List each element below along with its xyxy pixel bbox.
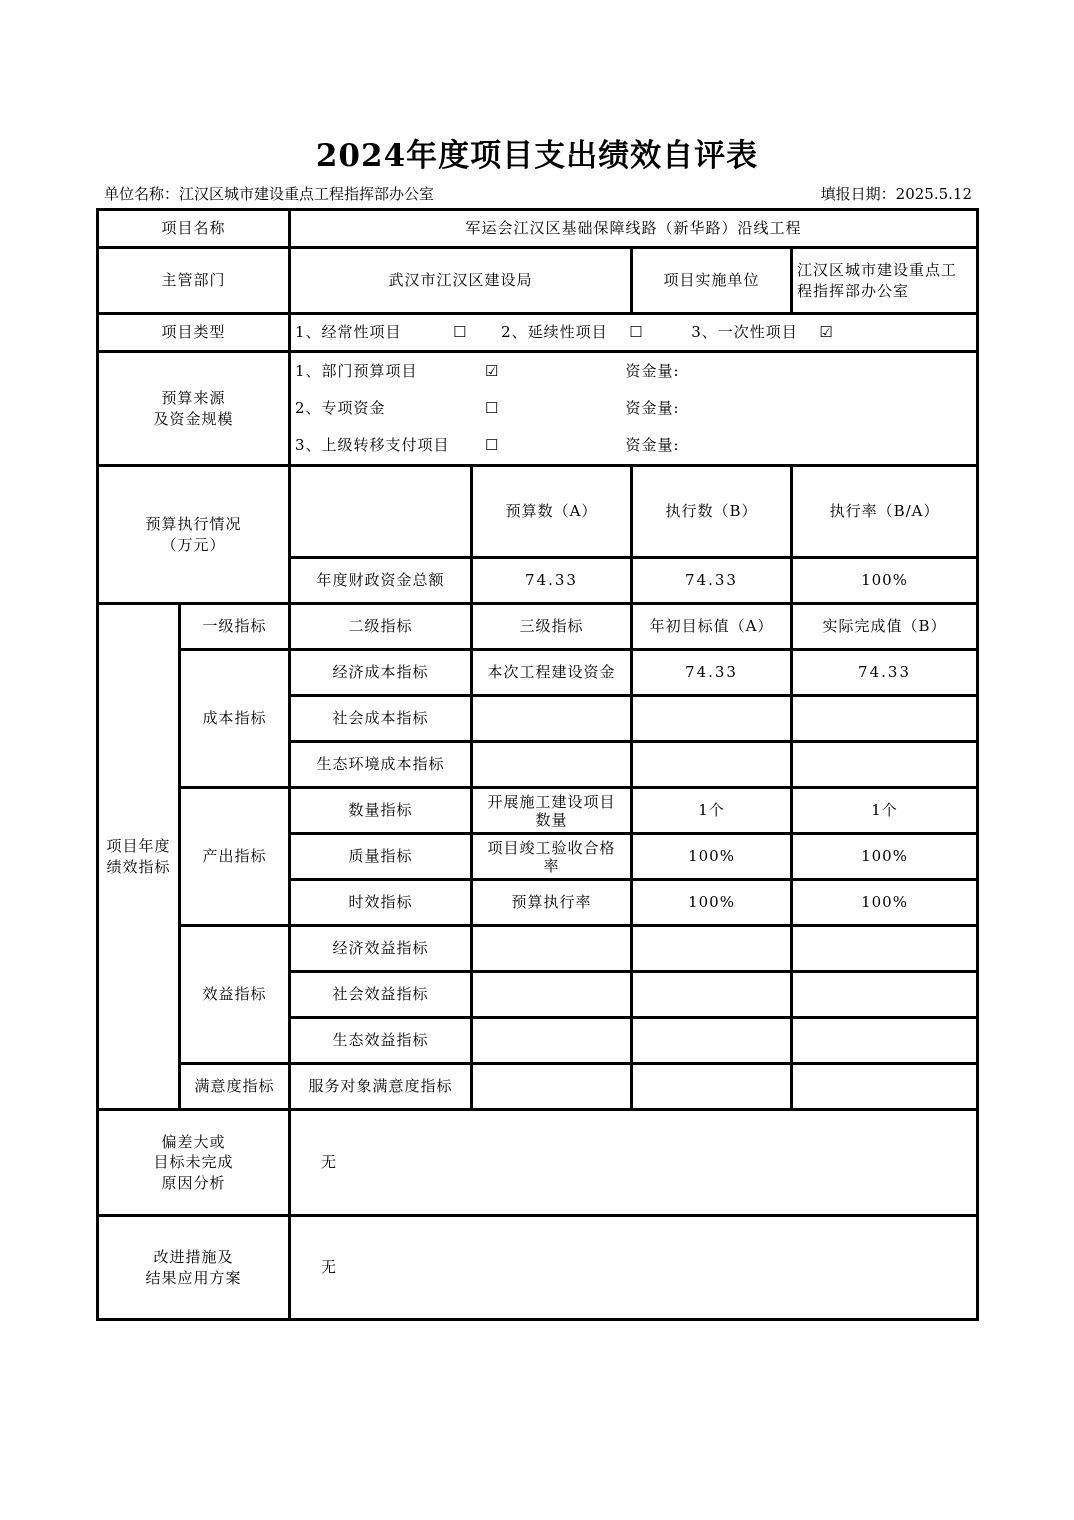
budget-source-label-line2: 及资金规模 <box>153 409 234 428</box>
execution-label <box>98 466 290 604</box>
header-level2: 二级指标 <box>290 604 472 650</box>
cost-actual <box>792 696 978 742</box>
benefit-l3 <box>472 926 632 972</box>
improvement-label-line1: 改进措施及 <box>153 1248 234 1267</box>
benefit-target <box>632 926 792 972</box>
output-l3-line1: 项目竣工验收合格 <box>487 838 616 857</box>
cost-actual: 74.33 <box>792 650 978 696</box>
header-level3: 三级指标 <box>472 604 632 650</box>
improvement-value: 无 <box>290 1216 978 1320</box>
benefit-l2: 生态效益指标 <box>290 1018 472 1064</box>
benefit-actual <box>792 926 978 972</box>
deviation-value: 无 <box>290 1110 978 1216</box>
budget-source-label-line1: 预算来源 <box>161 389 226 408</box>
executed-b-value: 74.33 <box>632 558 792 604</box>
amount-label: 资金量: <box>625 436 680 454</box>
budget-item-name: 1、部门预算项目 <box>295 362 418 380</box>
header-level1: 一级指标 <box>180 604 290 650</box>
output-l3-line2: 率 <box>543 856 560 875</box>
benefit-target <box>632 1018 792 1064</box>
output-actual: 100% <box>792 834 978 880</box>
budget-source-item <box>295 427 972 464</box>
fill-date: 填报日期：2025.5.12 <box>820 185 972 203</box>
benefit-l2: 经济效益指标 <box>290 926 472 972</box>
annual-fund-total-label: 年度财政资金总额 <box>290 558 472 604</box>
dept-label: 主管部门 <box>98 248 290 314</box>
type-option-1: 1、经常性项目 <box>295 323 402 342</box>
annual-indicators-line2: 绩效指标 <box>106 857 171 876</box>
output-l3 <box>472 788 632 834</box>
output-indicator-label: 产出指标 <box>180 788 290 926</box>
impl-unit-value <box>792 248 978 314</box>
cost-target <box>632 742 792 788</box>
page-title: 2024年度项目支出绩效自评表 <box>315 138 759 174</box>
output-l2: 时效指标 <box>290 880 472 926</box>
improvement-label <box>98 1216 290 1320</box>
output-l3 <box>472 834 632 880</box>
cost-target: 74.33 <box>632 650 792 696</box>
project-type-options <box>290 314 978 352</box>
cost-actual <box>792 742 978 788</box>
amount-label: 资金量: <box>625 399 680 417</box>
output-l3: 预算执行率 <box>472 880 632 926</box>
col-execution-rate: 执行率（B/A） <box>792 466 978 558</box>
project-name-value: 军运会江汉区基础保障线路（新华路）沿线工程 <box>290 210 978 248</box>
budget-source-item <box>295 390 972 427</box>
type-option-1-checkbox[interactable]: ☐ <box>453 323 468 342</box>
cost-l2: 社会成本指标 <box>290 696 472 742</box>
type-option-3: 3、一次性项目 <box>691 323 798 342</box>
type-option-3-checkbox[interactable]: ☑ <box>819 323 834 342</box>
header-target: 年初目标值（A） <box>632 604 792 650</box>
satisfaction-actual <box>792 1064 978 1110</box>
impl-unit-value-line1: 江汉区城市建设重点工 <box>797 261 958 280</box>
deviation-label <box>98 1110 290 1216</box>
col-executed-b: 执行数（B） <box>632 466 792 558</box>
budget-item-checkbox[interactable]: ☐ <box>485 436 500 454</box>
benefit-indicator-label: 效益指标 <box>180 926 290 1064</box>
execution-blank-header <box>290 466 472 558</box>
satisfaction-target <box>632 1064 792 1110</box>
dept-value: 武汉市江汉区建设局 <box>290 248 632 314</box>
output-target: 100% <box>632 834 792 880</box>
cost-target <box>632 696 792 742</box>
satisfaction-indicator-label: 满意度指标 <box>180 1064 290 1110</box>
output-l2: 质量指标 <box>290 834 472 880</box>
type-option-2-checkbox[interactable]: ☐ <box>629 323 644 342</box>
output-target: 100% <box>632 880 792 926</box>
project-name-label: 项目名称 <box>98 210 290 248</box>
cost-l3 <box>472 696 632 742</box>
budget-item-name: 3、上级转移支付项目 <box>295 436 450 454</box>
col-budget-a: 预算数（A） <box>472 466 632 558</box>
execution-label-line1: 预算执行情况 <box>145 515 242 534</box>
execution-label-line2: （万元） <box>161 535 226 554</box>
deviation-label-line3: 原因分析 <box>161 1173 226 1192</box>
improvement-label-line2: 结果应用方案 <box>145 1268 242 1287</box>
type-option-2: 2、延续性项目 <box>501 323 608 342</box>
benefit-l3 <box>472 1018 632 1064</box>
budget-item-name: 2、专项资金 <box>295 399 386 417</box>
satisfaction-l2: 服务对象满意度指标 <box>290 1064 472 1110</box>
cost-l2: 经济成本指标 <box>290 650 472 696</box>
annual-indicators-line1: 项目年度 <box>106 837 171 856</box>
cost-l3: 本次工程建设资金 <box>472 650 632 696</box>
amount-label: 资金量: <box>625 362 680 380</box>
output-l3-line2: 数量 <box>535 810 568 829</box>
benefit-target <box>632 972 792 1018</box>
header-actual: 实际完成值（B） <box>792 604 978 650</box>
budget-source-item <box>295 353 972 390</box>
unit-name: 单位名称：江汉区城市建设重点工程指挥部办公室 <box>104 185 435 203</box>
deviation-label-line1: 偏差大或 <box>161 1133 226 1152</box>
evaluation-table <box>96 208 979 1321</box>
impl-unit-value-line2: 程指挥部办公室 <box>797 281 910 300</box>
budget-source-label <box>98 352 290 466</box>
benefit-actual <box>792 972 978 1018</box>
annual-indicators-label <box>98 604 180 1110</box>
cost-l3 <box>472 742 632 788</box>
satisfaction-l3 <box>472 1064 632 1110</box>
output-l2: 数量指标 <box>290 788 472 834</box>
benefit-actual <box>792 1018 978 1064</box>
output-actual: 1个 <box>792 788 978 834</box>
execution-rate-value: 100% <box>792 558 978 604</box>
output-l3-line1: 开展施工建设项目 <box>487 792 616 811</box>
deviation-label-line2: 目标未完成 <box>153 1153 234 1172</box>
budget-item-checkbox[interactable]: ☐ <box>485 399 500 417</box>
output-target: 1个 <box>632 788 792 834</box>
budget-a-value: 74.33 <box>472 558 632 604</box>
output-actual: 100% <box>792 880 978 926</box>
impl-unit-label: 项目实施单位 <box>632 248 792 314</box>
project-type-label: 项目类型 <box>98 314 290 352</box>
cost-indicator-label: 成本指标 <box>180 650 290 788</box>
budget-source-list <box>290 352 978 466</box>
budget-item-checkbox[interactable]: ☑ <box>485 362 500 380</box>
benefit-l2: 社会效益指标 <box>290 972 472 1018</box>
cost-l2: 生态环境成本指标 <box>290 742 472 788</box>
benefit-l3 <box>472 972 632 1018</box>
